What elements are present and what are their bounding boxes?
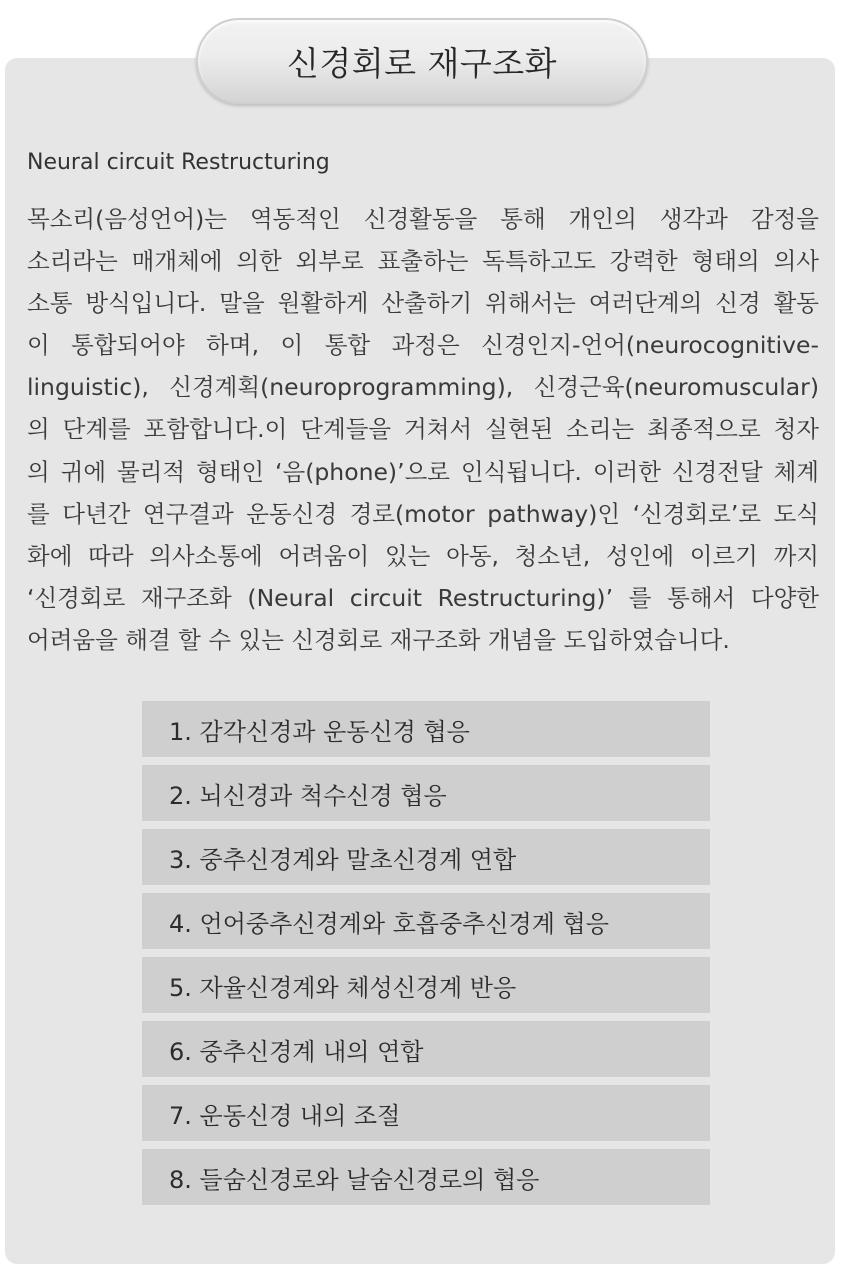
body-paragraph (27, 198, 819, 661)
list-item: 5. 자율신경계와 체성신경계 반응 (142, 957, 710, 1013)
list-item: 4. 언어중추신경계와 호흡중추신경계 협응 (142, 893, 710, 949)
list-item: 3. 중추신경계와 말초신경계 연합 (142, 829, 710, 885)
title-banner (196, 18, 648, 104)
body-line: 이 통합되어야 하며, 이 통합 과정은 신경인지-언어(neurocognitive- (27, 331, 819, 360)
body-line: 의 단계를 포함합니다.이 단계들을 거쳐서 실현된 소리는 최종적으로 청자 (27, 415, 819, 444)
list-item: 8. 들숨신경로와 날숨신경로의 협응 (142, 1149, 710, 1205)
body-line: 소리라는 매개체에 의한 외부로 표출하는 독특하고도 강력한 형태의 의사 (27, 247, 819, 276)
list-item: 6. 중추신경계 내의 연합 (142, 1021, 710, 1077)
coordination-list (142, 701, 710, 1213)
body-line: linguistic), 신경계획(neuroprogramming), 신경근육(neuromuscular) (27, 373, 819, 402)
body-line: 소통 방식입니다. 말을 원활하게 산출하기 위해서는 여러단계의 신경 활동 (27, 289, 819, 318)
body-line: 의 귀에 물리적 형태인 ‘음(phone)’으로 인식됩니다. 이러한 신경전달 체계 (27, 457, 819, 486)
body-line: 목소리(음성언어)는 역동적인 신경활동을 통해 개인의 생각과 감정을 (27, 205, 819, 233)
list-item: 1. 감각신경과 운동신경 협응 (142, 701, 710, 757)
page-title: 신경회로 재구조화 (286, 43, 557, 83)
body-line: ‘신경회로 재구조화 (Neural circuit Restructuring)’ 를 통해서 다양한 (27, 583, 819, 612)
body-line: 를 다년간 연구결과 운동신경 경로(motor pathway)인 ‘신경회로’로 도식 (27, 499, 819, 528)
list-item: 2. 뇌신경과 척수신경 협응 (142, 765, 710, 821)
list-item: 7. 운동신경 내의 조절 (142, 1085, 710, 1141)
subtitle: Neural circuit Restructuring (27, 150, 330, 175)
body-line: 어려움을 해결 할 수 있는 신경회로 재구조화 개념을 도입하였습니다. (27, 625, 730, 654)
body-line: 화에 따라 의사소통에 어려움이 있는 아동, 청소년, 성인에 이르기 까지 (27, 541, 819, 570)
